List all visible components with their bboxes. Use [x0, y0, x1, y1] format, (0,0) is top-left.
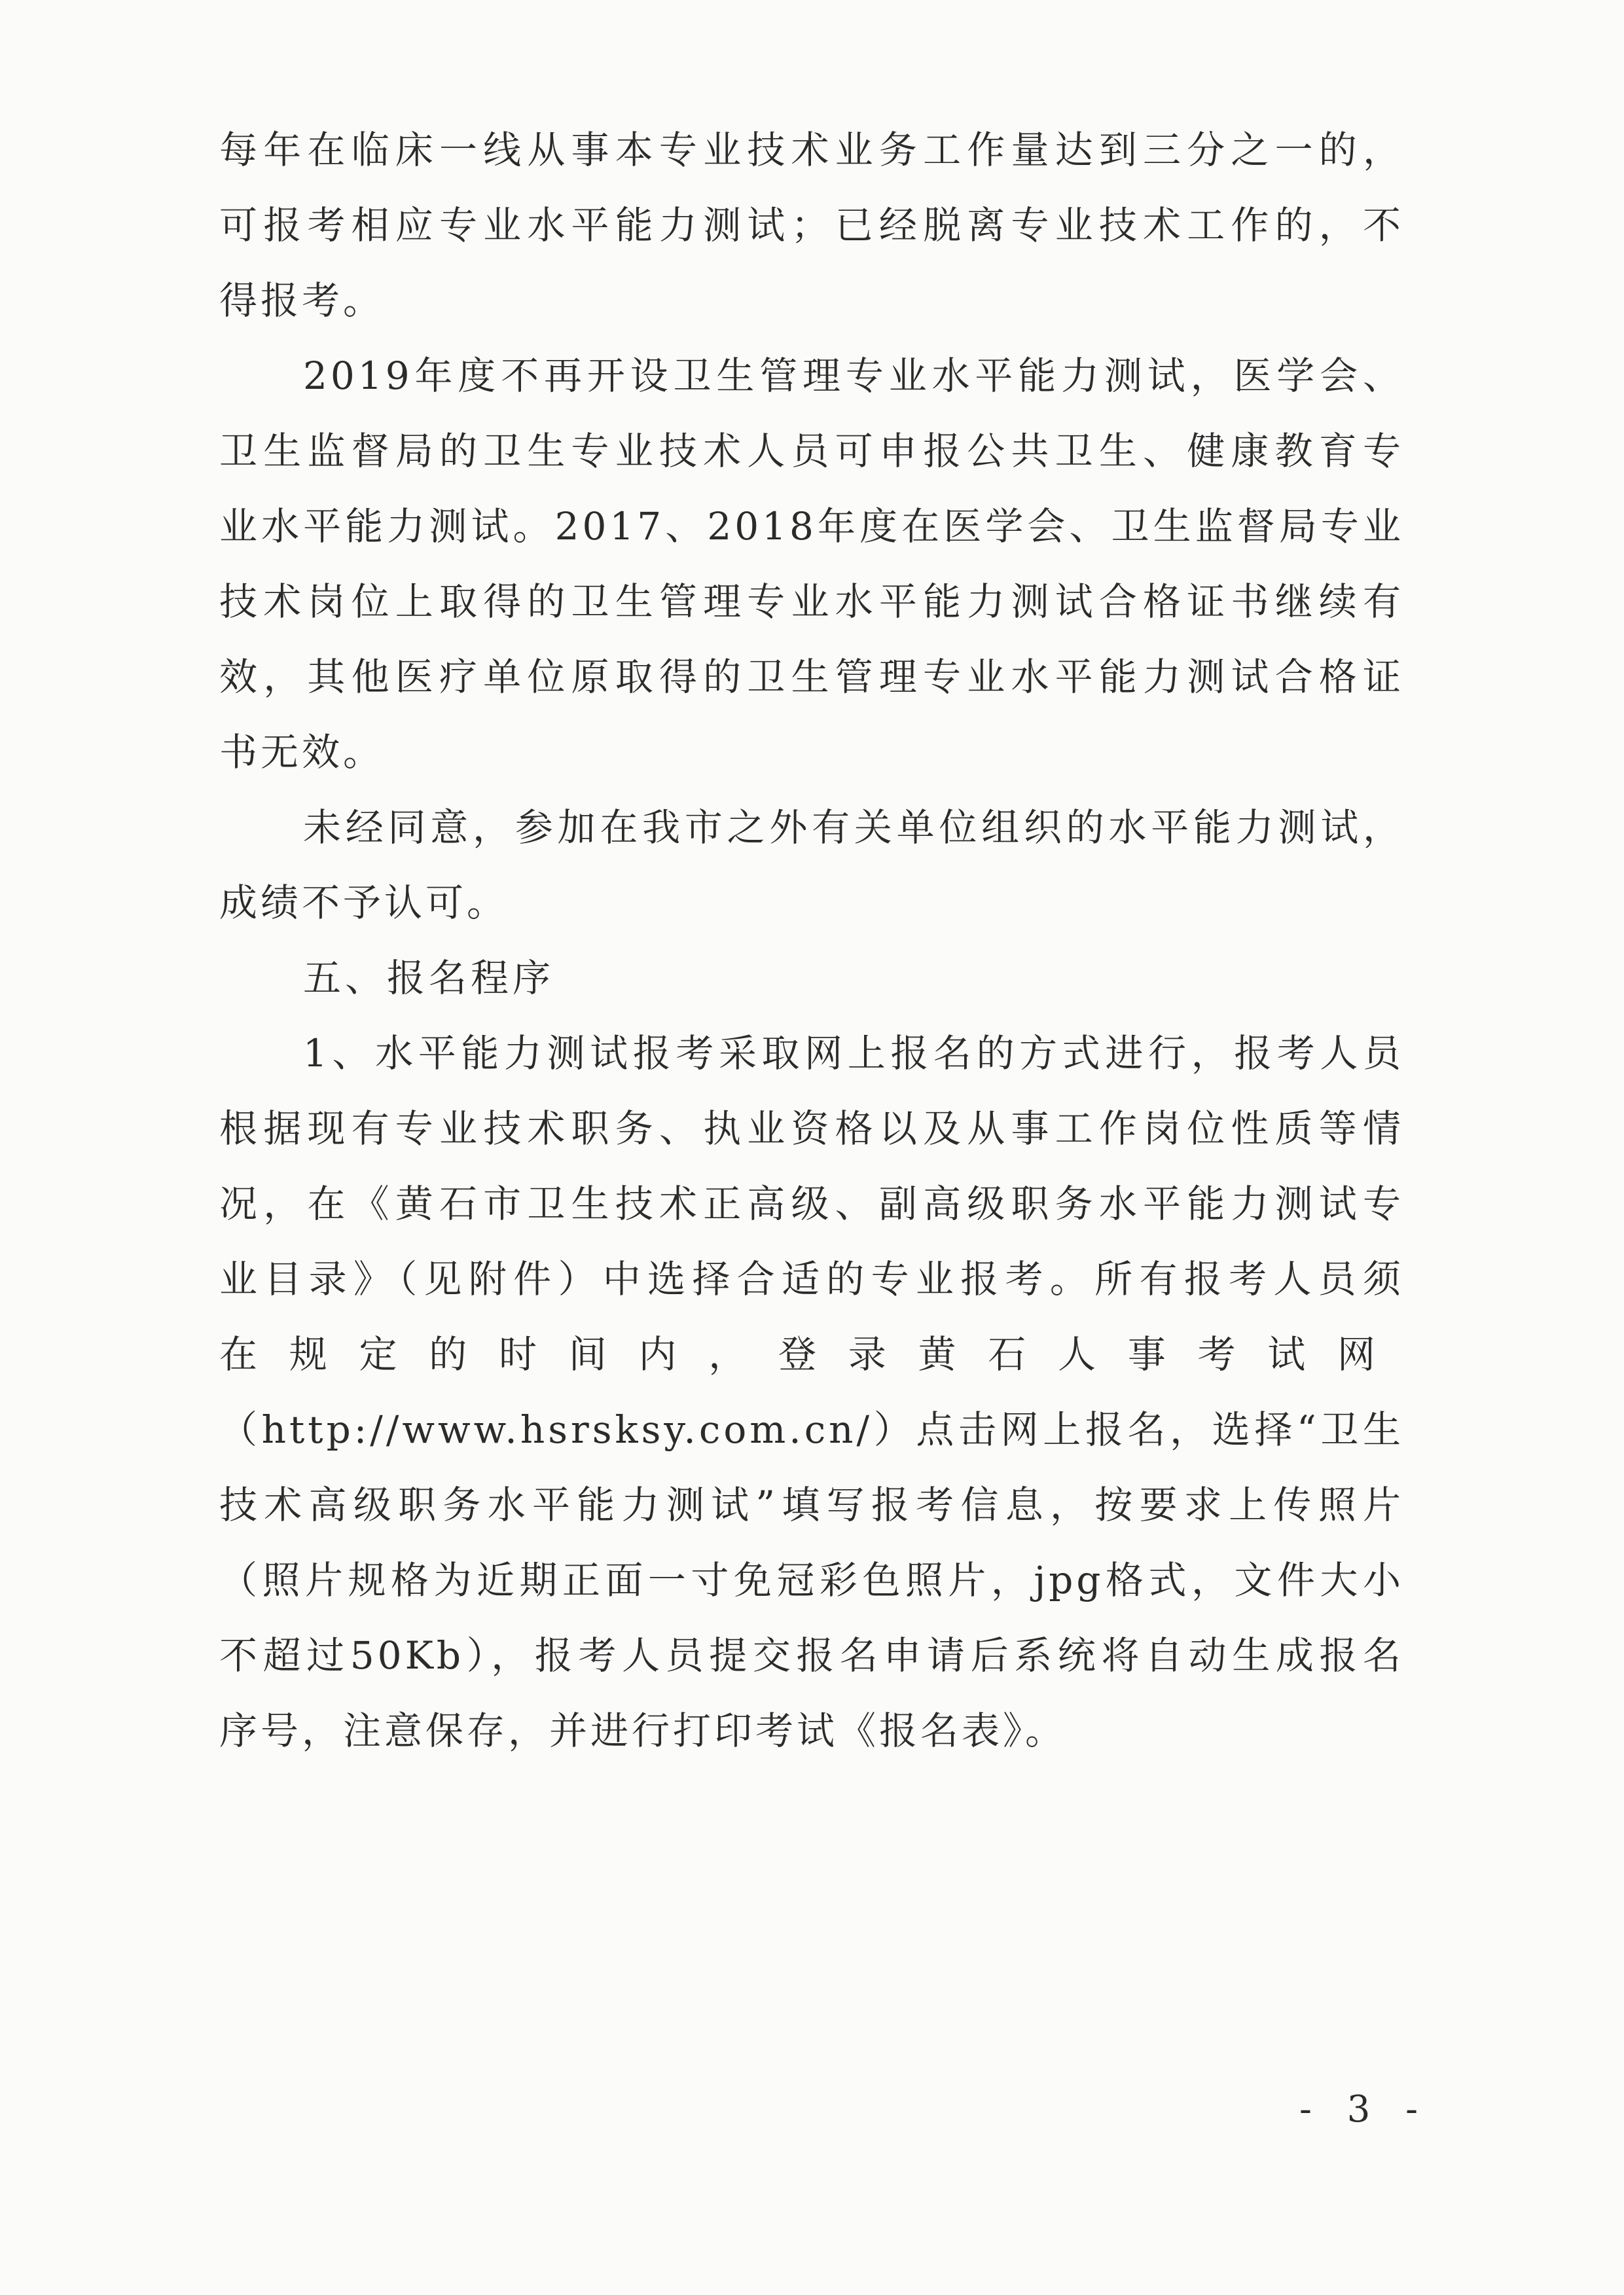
text-line: 在规定的时间内，登录黄石人事考试网	[219, 1332, 1404, 1377]
paragraph-eligibility-continued	[219, 113, 1404, 338]
text-line: 成绩不予认可。	[219, 880, 509, 925]
paragraph-external-tests	[219, 790, 1404, 941]
text-line: 卫生监督局的卫生专业技术人员可申报公共卫生、健康教育专	[219, 429, 1404, 473]
text-line: 书无效。	[219, 730, 385, 774]
text-line: 业目录》（见附件）中选择合适的专业报考。所有报考人员须	[219, 1257, 1404, 1301]
text-line: 根据现有专业技术职务、执业资格以及从事工作岗位性质等情	[219, 1106, 1404, 1151]
text-line: 序号，注意保存，并进行打印考试《报名表》。	[219, 1708, 1067, 1753]
text-line: 每年在临床一线从事本专业技术业务工作量达到三分之一的，	[219, 128, 1404, 172]
text-line: 况，在《黄石市卫生技术正高级、副高级职务水平能力测试专	[219, 1182, 1404, 1226]
text-line: 可报考相应专业水平能力测试；已经脱离专业技术工作的，不	[219, 203, 1404, 247]
text-line: 得报考。	[219, 278, 385, 323]
text-line: （照片规格为近期正面一寸免冠彩色照片，jpg格式，文件大小	[219, 1558, 1404, 1602]
section-heading: 五、报名程序	[303, 956, 555, 1000]
text-line: 不超过50Kb），报考人员提交报名申请后系统将自动生成报名	[219, 1633, 1404, 1678]
text-line: 技术岗位上取得的卫生管理专业水平能力测试合格证书继续有	[219, 579, 1404, 624]
text-line: 未经同意，参加在我市之外有关单位组织的水平能力测试，	[303, 805, 1404, 850]
text-line: 业水平能力测试。2017、2018年度在医学会、卫生监督局专业	[219, 504, 1404, 549]
paragraph-registration-procedure	[219, 1016, 1404, 1769]
text-line: （http://www.hsrsksy.com.cn/）点击网上报名，选择“卫生	[219, 1407, 1404, 1452]
text-line: 技术高级职务水平能力测试”填写报考信息，按要求上传照片	[219, 1483, 1404, 1527]
paragraph-health-management	[219, 338, 1404, 790]
text-line: 效，其他医疗单位原取得的卫生管理专业水平能力测试合格证	[219, 655, 1404, 699]
text-line: 2019年度不再开设卫生管理专业水平能力测试，医学会、	[303, 353, 1404, 398]
page-number: - 3 -	[1299, 2088, 1430, 2131]
text-line: 1、水平能力测试报考采取网上报名的方式进行，报考人员	[303, 1031, 1404, 1075]
